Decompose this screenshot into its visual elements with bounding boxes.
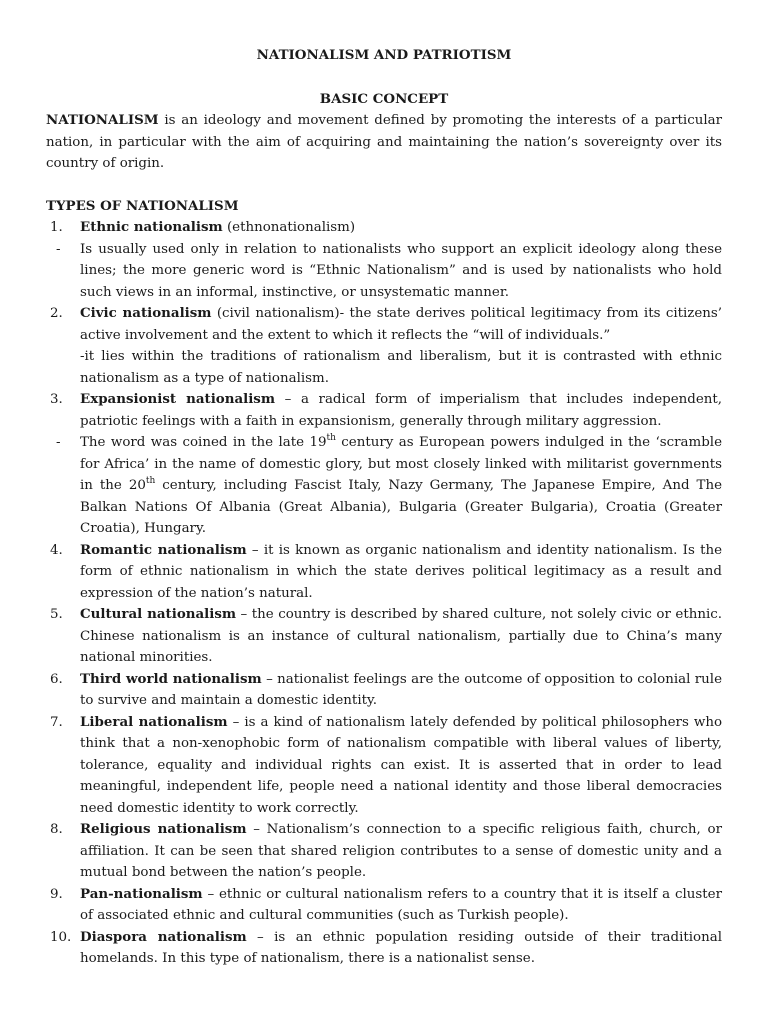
- list-item-third-world: [46, 669, 722, 712]
- item-term: Religious nationalism: [80, 821, 247, 837]
- list-item-cultural: [46, 604, 722, 669]
- intro-term: NATIONALISM: [46, 112, 159, 128]
- item-number: 1.: [50, 220, 63, 235]
- item-text: The word was coined in the late 19: [80, 435, 327, 450]
- list-item-pan: [46, 884, 722, 927]
- types-list: [46, 217, 722, 970]
- section-title-basic-concept: BASIC CONCEPT: [319, 90, 449, 107]
- list-item-religious: [46, 819, 722, 884]
- item-text: – a radical form of imperialism that includes independent, patriotic feelings with a faith in expansionism, generally through military aggression.: [80, 392, 723, 429]
- item-term: Expansionist nationalism: [80, 391, 276, 407]
- superscript: th: [326, 432, 336, 443]
- item-number: 6.: [50, 671, 63, 687]
- superscript: th: [145, 475, 156, 486]
- item-dash: -: [56, 435, 61, 450]
- item-text: – is a kind of nationalism lately defended by political philosophers who think that a non-xenophobic form of nationalism compatible with liberal values of liberty, tolerance, equality and individual rights can exist. It is asserted that in order to lead meaningful, independent life, people need a national identity and those liberal democracies need domestic identity to work correctly.: [80, 714, 723, 816]
- list-item-expansionist-detail: [46, 432, 722, 540]
- item-term: Romantic nationalism: [80, 541, 247, 558]
- item-text: century as European powers indulged in the ‘scramble for Africa’ in the name of domestic glory, but most closely linked with militarist governments in the 20: [80, 435, 722, 493]
- item-term: Liberal nationalism: [80, 713, 228, 730]
- item-text: century, including Fascist Italy, Nazy Germany, The Japanese Empire, And The Balkan Nations Of Albania (Great Albania), Bulgaria (Greater Bulgaria), Croatia (Greater Croatia), Hungary.: [80, 478, 723, 536]
- item-number: 10.: [50, 929, 72, 945]
- item-term: Cultural nationalism: [80, 606, 237, 622]
- list-item-ethnic: [46, 217, 722, 239]
- types-heading: TYPES OF NATIONALISM: [46, 197, 239, 214]
- document-page: [46, 45, 722, 970]
- item-term: Pan-nationalism: [80, 885, 203, 902]
- list-item-romantic: [46, 540, 722, 605]
- item-number: 7.: [50, 714, 63, 730]
- item-text: – the country is described by shared culture, not solely civic or ethnic. Chinese nationalism is an instance of cultural nationalism, partially due to China’s many national minorities.: [80, 607, 722, 665]
- item-number: 5.: [50, 607, 63, 622]
- item-term: Ethnic nationalism: [80, 219, 223, 235]
- item-text: – Nationalism’s connection to a specific religious faith, church, or affiliation. It can be seen that shared religion contributes to a sense of domestic unity and a mutual bond between the nation’s people.: [80, 822, 722, 880]
- item-term: Third world nationalism: [80, 670, 262, 687]
- list-item-civic: [46, 303, 722, 389]
- item-number: 8.: [50, 822, 63, 837]
- intro-paragraph: [46, 110, 722, 175]
- intro-text: is an ideology and movement defined by promoting the interests of a particular nation, in particular with the aim of acquiring and maintaining the nation’s sovereignty over its country of origin.: [46, 113, 722, 171]
- item-text: Is usually used only in relation to nationalists who support an explicit ideology along these lines; the more generic word is “Ethnic Nationalism” and is used by nationalists who hold such views in an informal, instinctive, or unsystematic manner.: [80, 241, 722, 300]
- item-text: – nationalist feelings are the outcome of opposition to colonial rule to survive and maintain a domestic identity.: [80, 671, 722, 708]
- item-text: (ethnonationalism): [222, 220, 356, 235]
- item-text: (civil nationalism)- the state derives political legitimacy from its citizens’ active involvement and the extent to which it reflects the “will of individuals.”: [80, 306, 723, 343]
- list-item-ethnic-detail: [46, 239, 722, 304]
- item-term: Civic nationalism: [80, 305, 212, 321]
- item-term: Diaspora nationalism: [80, 928, 247, 945]
- document-title: NATIONALISM AND PATRIOTISM: [256, 47, 512, 63]
- item-number: 3.: [50, 392, 63, 407]
- item-text-continued: -it lies within the traditions of rationalism and liberalism, but it is contrasted with ethnic nationalism as a type of nationalism.: [80, 349, 722, 386]
- list-item-liberal: [46, 712, 722, 820]
- item-text: – is an ethnic population residing outside of their traditional homelands. In this type of nationalism, there is a nationalist sense.: [80, 929, 722, 966]
- item-dash: -: [56, 241, 61, 257]
- item-text: – it is known as organic nationalism and identity nationalism. Is the form of ethnic nationalism in which the state derives political legitimacy as a result and expression of the nation’s natural.: [80, 542, 723, 601]
- item-number: 4.: [50, 542, 63, 558]
- list-item-expansionist: [46, 389, 722, 432]
- list-item-diaspora: [46, 927, 722, 970]
- item-number: 2.: [50, 306, 63, 321]
- item-number: 9.: [50, 886, 63, 902]
- item-text: – ethnic or cultural nationalism refers to a country that it is itself a cluster of associated ethnic and cultural communities (such as Turkish people).: [80, 886, 722, 923]
